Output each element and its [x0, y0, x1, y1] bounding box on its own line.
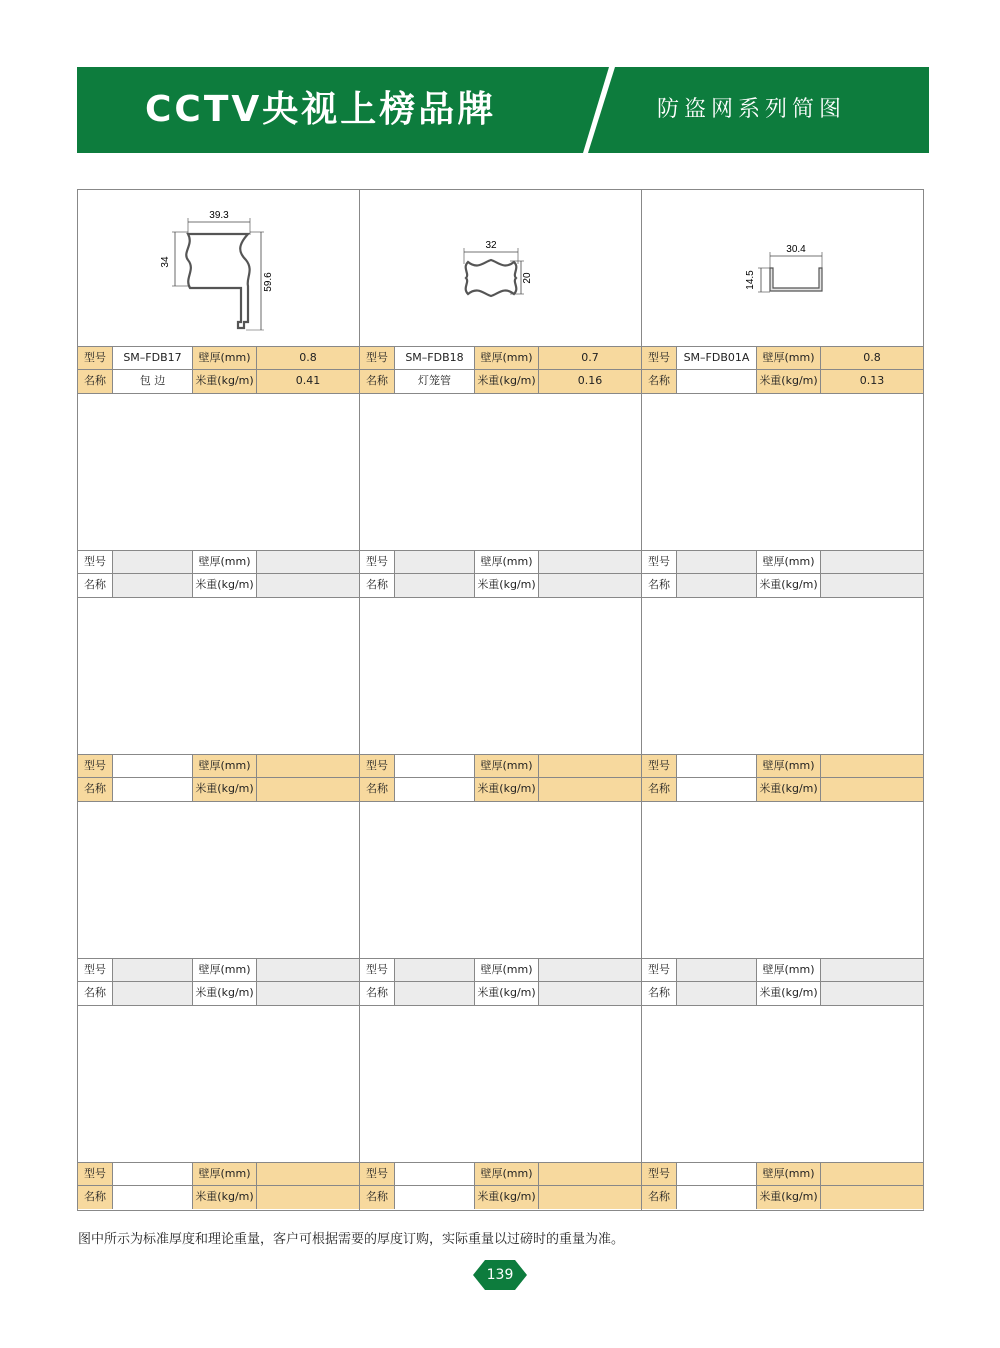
weight-label: 米重(kg/m) [475, 778, 539, 801]
weight-label: 米重(kg/m) [193, 370, 257, 393]
info-row-model [360, 1163, 641, 1186]
model-label: 型号 [78, 959, 113, 981]
wall-value: 0.7 [539, 347, 641, 369]
empty-profile-card [642, 802, 923, 1005]
info-row-model [78, 959, 359, 982]
empty-drawing-area [360, 394, 641, 551]
wall-label: 壁厚(mm) [757, 959, 821, 981]
weight-value [257, 574, 359, 597]
weight-label: 米重(kg/m) [193, 982, 257, 1005]
empty-drawing-area [78, 1006, 359, 1163]
profile-grid [77, 189, 924, 1211]
name-label: 名称 [360, 370, 395, 393]
model-label: 型号 [642, 959, 677, 981]
wall-value [821, 1163, 923, 1185]
grid-row [78, 802, 923, 1006]
weight-value [539, 778, 641, 801]
profile-diagram [78, 190, 360, 347]
dim-width: 32 [485, 240, 497, 251]
model-label: 型号 [642, 755, 677, 777]
name-label: 名称 [642, 778, 677, 801]
empty-profile-card [78, 394, 360, 597]
empty-drawing-area [642, 802, 923, 959]
weight-value [257, 982, 359, 1005]
weight-label: 米重(kg/m) [757, 1186, 821, 1209]
name-value [677, 370, 757, 393]
wall-label: 壁厚(mm) [193, 551, 257, 573]
grid-row [78, 1006, 923, 1210]
name-value [677, 574, 757, 597]
weight-label: 米重(kg/m) [193, 778, 257, 801]
info-row-name [360, 574, 641, 597]
empty-drawing-area [78, 802, 359, 959]
info-row-model [360, 959, 641, 982]
model-label: 型号 [360, 1163, 395, 1185]
series-title: 防盗网系列简图 [657, 97, 847, 122]
model-value [395, 755, 475, 777]
info-row-model [360, 755, 641, 778]
name-label: 名称 [360, 982, 395, 1005]
profile-card-fdb18 [360, 190, 642, 393]
wall-label: 壁厚(mm) [475, 551, 539, 573]
wall-value [539, 755, 641, 777]
info-row-name [642, 982, 923, 1005]
wall-label: 壁厚(mm) [757, 551, 821, 573]
info-row-model [642, 1163, 923, 1186]
wall-value [539, 551, 641, 573]
profile-diagram [642, 190, 923, 347]
empty-profile-card [360, 598, 642, 801]
dim-width: 39.3 [209, 210, 229, 221]
name-value [113, 982, 193, 1005]
weight-value [257, 778, 359, 801]
name-value [677, 1186, 757, 1209]
wall-label: 壁厚(mm) [193, 755, 257, 777]
name-value [395, 778, 475, 801]
wall-value [257, 959, 359, 981]
info-row-name [78, 1186, 359, 1209]
empty-profile-card [78, 802, 360, 1005]
name-value [395, 1186, 475, 1209]
name-label: 名称 [78, 574, 113, 597]
model-label: 型号 [360, 347, 395, 369]
info-row-name [642, 778, 923, 801]
name-label: 名称 [360, 574, 395, 597]
wall-label: 壁厚(mm) [757, 347, 821, 369]
profile-drawing-fdb18 [360, 190, 641, 347]
info-row-name [78, 778, 359, 801]
page-number: 139 [486, 1267, 514, 1283]
empty-profile-card [78, 598, 360, 801]
model-value [677, 551, 757, 573]
wall-value [821, 551, 923, 573]
brand-title: CCTV央视上榜品牌 [145, 89, 497, 130]
wall-label: 壁厚(mm) [193, 1163, 257, 1185]
model-value: SM–FDB18 [395, 347, 475, 369]
profile-drawing-fdb17 [78, 190, 359, 347]
name-label: 名称 [78, 982, 113, 1005]
info-row-model [360, 551, 641, 574]
wall-label: 壁厚(mm) [193, 347, 257, 369]
name-label: 名称 [642, 1186, 677, 1209]
empty-profile-card [642, 394, 923, 597]
dim-width: 30.4 [786, 244, 806, 255]
wall-value [257, 551, 359, 573]
model-label: 型号 [642, 551, 677, 573]
name-value [677, 778, 757, 801]
model-label: 型号 [78, 347, 113, 369]
empty-drawing-area [642, 598, 923, 755]
empty-drawing-area [78, 598, 359, 755]
wall-label: 壁厚(mm) [757, 755, 821, 777]
weight-label: 米重(kg/m) [475, 1186, 539, 1209]
model-value: SM–FDB01A [677, 347, 757, 369]
info-row-model [78, 755, 359, 778]
model-value: SM–FDB17 [113, 347, 193, 369]
info-row-name [642, 370, 923, 393]
weight-value [821, 778, 923, 801]
info-row-model [642, 551, 923, 574]
model-value [395, 551, 475, 573]
name-label: 名称 [360, 1186, 395, 1209]
name-value [395, 982, 475, 1005]
weight-label: 米重(kg/m) [475, 574, 539, 597]
empty-drawing-area [78, 394, 359, 551]
weight-value: 0.16 [539, 370, 641, 393]
info-row-model [360, 347, 641, 370]
wall-label: 壁厚(mm) [475, 755, 539, 777]
weight-value [821, 1186, 923, 1209]
empty-drawing-area [642, 394, 923, 551]
name-label: 名称 [78, 370, 113, 393]
model-value [113, 755, 193, 777]
wall-value: 0.8 [821, 347, 923, 369]
profile-card-fdb17 [78, 190, 360, 393]
empty-profile-card [78, 1006, 360, 1210]
name-value [677, 982, 757, 1005]
model-value [395, 1163, 475, 1185]
model-label: 型号 [78, 755, 113, 777]
model-label: 型号 [78, 551, 113, 573]
empty-profile-card [642, 1006, 923, 1210]
name-value [113, 1186, 193, 1209]
info-row-name [78, 982, 359, 1005]
grid-row [78, 190, 923, 394]
dim-height: 14.5 [745, 270, 756, 290]
weight-value [257, 1186, 359, 1209]
wall-value [257, 1163, 359, 1185]
empty-drawing-area [360, 1006, 641, 1163]
weight-value [539, 574, 641, 597]
name-label: 名称 [642, 574, 677, 597]
info-row-name [642, 1186, 923, 1209]
profile-drawing-fdb01a [642, 190, 923, 347]
empty-drawing-area [360, 802, 641, 959]
weight-label: 米重(kg/m) [757, 982, 821, 1005]
empty-profile-card [642, 598, 923, 801]
dim-height: 20 [522, 272, 533, 284]
wall-label: 壁厚(mm) [475, 959, 539, 981]
name-label: 名称 [78, 1186, 113, 1209]
model-value [677, 959, 757, 981]
weight-label: 米重(kg/m) [475, 370, 539, 393]
model-value [113, 959, 193, 981]
model-value [677, 755, 757, 777]
wall-value [821, 755, 923, 777]
dim-height: 34 [160, 256, 171, 268]
name-label: 名称 [642, 370, 677, 393]
info-row-model [642, 959, 923, 982]
info-row-model [78, 1163, 359, 1186]
profile-diagram [360, 190, 642, 347]
info-row-name [360, 370, 641, 393]
weight-label: 米重(kg/m) [757, 778, 821, 801]
weight-value [821, 574, 923, 597]
weight-value [539, 982, 641, 1005]
model-label: 型号 [642, 347, 677, 369]
model-label: 型号 [78, 1163, 113, 1185]
info-row-name [78, 370, 359, 393]
empty-drawing-area [360, 598, 641, 755]
header-banner [77, 67, 929, 153]
info-row-model [78, 347, 359, 370]
info-row-name [642, 574, 923, 597]
name-label: 名称 [642, 982, 677, 1005]
info-row-name [360, 1186, 641, 1209]
wall-value [539, 1163, 641, 1185]
weight-value: 0.41 [257, 370, 359, 393]
model-value [677, 1163, 757, 1185]
weight-label: 米重(kg/m) [193, 1186, 257, 1209]
wall-label: 壁厚(mm) [757, 1163, 821, 1185]
name-value [113, 778, 193, 801]
grid-row [78, 394, 923, 598]
info-row-name [360, 778, 641, 801]
footer-note: 图中所示为标准厚度和理论重量，客户可根据需要的厚度订购，实际重量以过磅时的重量为准。 [78, 1232, 625, 1247]
name-value [113, 574, 193, 597]
name-value: 包 边 [113, 370, 193, 393]
grid-row [78, 598, 923, 802]
info-row-model [78, 551, 359, 574]
wall-label: 壁厚(mm) [475, 347, 539, 369]
weight-value: 0.13 [821, 370, 923, 393]
empty-profile-card [360, 802, 642, 1005]
profile-card-fdb01a [642, 190, 923, 393]
wall-label: 壁厚(mm) [193, 959, 257, 981]
name-label: 名称 [78, 778, 113, 801]
name-label: 名称 [360, 778, 395, 801]
model-label: 型号 [360, 959, 395, 981]
wall-value: 0.8 [257, 347, 359, 369]
info-row-name [78, 574, 359, 597]
empty-drawing-area [642, 1006, 923, 1163]
weight-value [821, 982, 923, 1005]
weight-label: 米重(kg/m) [475, 982, 539, 1005]
model-label: 型号 [360, 755, 395, 777]
empty-profile-card [360, 1006, 642, 1210]
model-value [113, 551, 193, 573]
empty-profile-card [360, 394, 642, 597]
weight-label: 米重(kg/m) [193, 574, 257, 597]
model-label: 型号 [642, 1163, 677, 1185]
weight-label: 米重(kg/m) [757, 574, 821, 597]
info-row-model [642, 347, 923, 370]
weight-value [539, 1186, 641, 1209]
model-label: 型号 [360, 551, 395, 573]
wall-label: 壁厚(mm) [475, 1163, 539, 1185]
name-value [395, 574, 475, 597]
wall-value [257, 755, 359, 777]
model-value [395, 959, 475, 981]
model-value [113, 1163, 193, 1185]
weight-label: 米重(kg/m) [757, 370, 821, 393]
name-value: 灯笼管 [395, 370, 475, 393]
wall-value [539, 959, 641, 981]
wall-value [821, 959, 923, 981]
info-row-model [642, 755, 923, 778]
dim-total-height: 59.6 [263, 272, 274, 292]
info-row-name [360, 982, 641, 1005]
page-number-badge [473, 1260, 527, 1290]
